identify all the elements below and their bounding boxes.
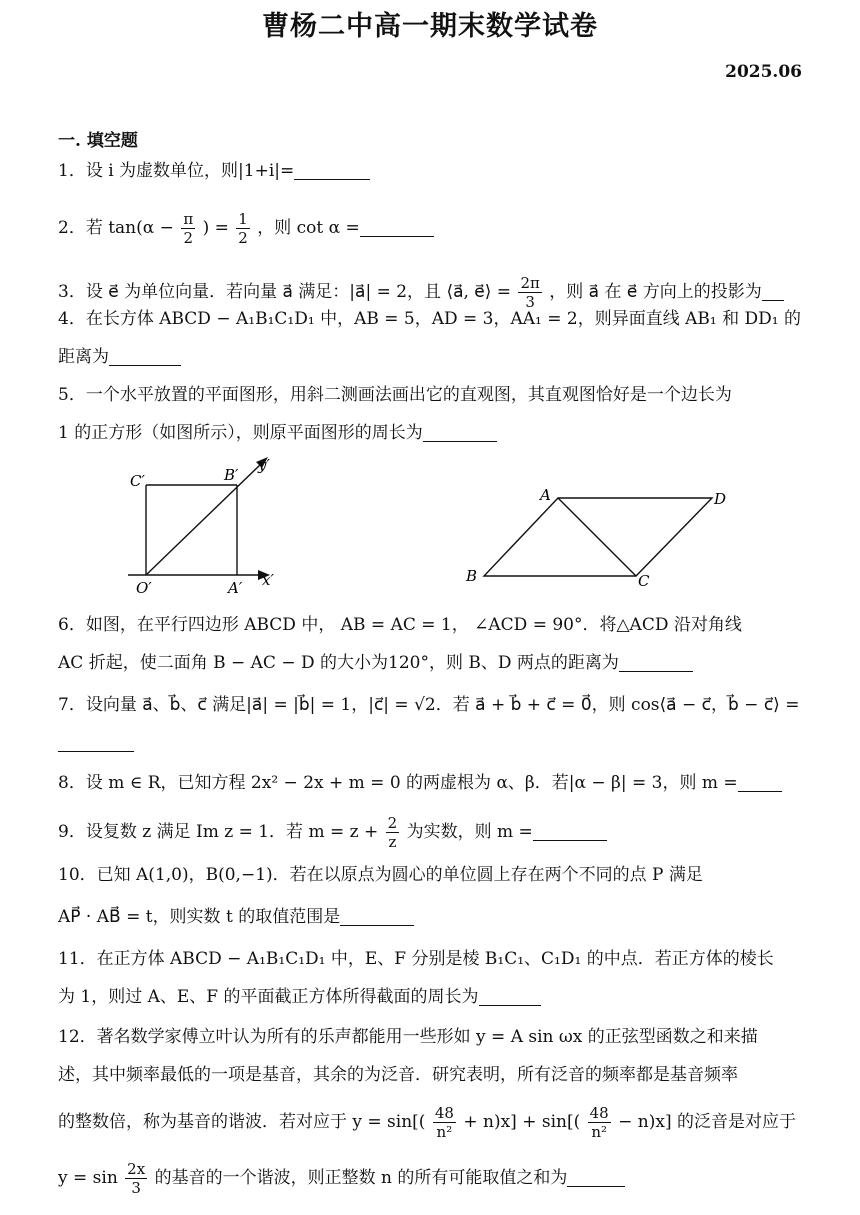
question-8 — [58, 770, 782, 796]
answer-blank — [109, 347, 181, 366]
question-9-text-a: 9．设复数 z 满足 Im z = 1．若 m = z + — [58, 822, 379, 842]
question-4-text: 距离为 — [58, 347, 109, 367]
label-b: B — [466, 567, 478, 585]
question-6-line-1: 6．如图，在平行四边形 ABCD 中， AB = AC = 1， ∠ACD = 90°．将△ACD 沿对角线 — [58, 615, 742, 635]
question-7-answer — [58, 730, 134, 756]
question-2-text-c: ，则 cot α = — [257, 218, 360, 238]
answer-blank — [360, 218, 434, 237]
label-x-prime: x′ — [262, 571, 274, 589]
question-10-line-1: 10．已知 A(1,0)，B(0,−1)．若在以原点为圆心的单位圆上存在两个不同的点 P 满足 — [58, 865, 703, 885]
question-5-line-2 — [58, 420, 497, 446]
answer-blank — [294, 161, 370, 180]
question-2-text-b: ) = — [202, 218, 229, 238]
question-9-text-b: 为实数，则 m = — [406, 822, 533, 842]
label-d: D — [714, 490, 727, 508]
fraction: $\frac{2\pi}{3}$ — [520, 274, 540, 311]
label-a-prime: A′ — [228, 579, 243, 597]
answer-blank — [340, 907, 414, 926]
question-3-text-b: ，则 a⃗ 在 e⃗ 方向上的投影为 — [549, 282, 762, 302]
question-12-line-3 — [58, 1104, 796, 1141]
question-12-line-2: 述，其中频率最低的一项是基音，其余的为泛音．研究表明，所有泛音的频率都是基音频率 — [58, 1065, 738, 1085]
answer-blank — [58, 733, 134, 752]
label-c: C — [638, 572, 650, 590]
exam-title: 曹杨二中高一期末数学试卷 — [262, 11, 598, 42]
question-10-line-2 — [58, 904, 414, 930]
answer-blank — [762, 282, 784, 301]
question-10-text: AP⃗ · AB⃗ = t，则实数 t 的取值范围是 — [58, 907, 341, 927]
answer-blank — [567, 1168, 625, 1187]
answer-blank — [533, 822, 607, 841]
figure-area — [0, 450, 860, 600]
question-12-text-e: 的基音的一个谐波，则正整数 n 的所有可能取值之和为 — [154, 1168, 568, 1188]
question-11-line-1: 11．在正方体 ABCD − A₁B₁C₁D₁ 中，E、F 分别是棱 B₁C₁、C₁D₁ 的中点．若正方体的棱长 — [58, 949, 774, 969]
fraction: $\frac{1}{2}$ — [238, 210, 248, 247]
label-y-prime: y′ — [258, 456, 270, 474]
question-4-line-2 — [58, 344, 181, 370]
question-12-text-d: y = sin — [58, 1168, 118, 1188]
oblique-square-figure — [128, 456, 274, 597]
question-12-text-c: − n)x] 的泛音是对应于 — [618, 1112, 796, 1132]
label-a: A — [540, 486, 551, 504]
fraction: $\frac{48}{\text{n²}}$ — [589, 1104, 609, 1141]
question-1 — [58, 158, 370, 184]
question-1-text: 1．设 i 为虚数单位，则|1+i|= — [58, 161, 295, 181]
question-12-text-a: 的整数倍，称为基音的谐波．若对应于 y = sin[( — [58, 1112, 426, 1132]
section-heading: 一. 填空题 — [58, 131, 138, 151]
question-11-line-2 — [58, 984, 541, 1010]
fraction: $\frac{48}{\text{n²}}$ — [434, 1104, 454, 1141]
question-12-text-b: + n)x] + sin[( — [463, 1112, 581, 1132]
fraction: $\frac{2x}{3}$ — [127, 1160, 146, 1197]
question-2-text-a: 2．若 tan(α − — [58, 218, 174, 238]
question-7: 7．设向量 a⃗、b⃗、c⃗ 满足|a⃗| = |b⃗| = 1，|c⃗| = √2．若 a⃗ + b⃗ + c⃗ = 0⃗，则 cos⟨a⃗ − c⃗，b⃗ − c⃗⟩ = — [58, 695, 800, 715]
parallelogram-figure — [465, 486, 726, 590]
fraction: $\frac{\pi}{2}$ — [183, 210, 194, 247]
label-b-prime: B′ — [224, 466, 239, 484]
question-2 — [58, 210, 434, 247]
answer-blank — [423, 423, 497, 442]
fraction: $\frac{2}{z}$ — [387, 814, 398, 851]
question-12-line-1: 12．著名数学家傅立叶认为所有的乐声都能用一些形如 y = A sin ωx 的正弦型函数之和来描 — [58, 1027, 758, 1047]
label-o-prime: O′ — [136, 579, 152, 597]
exam-date: 2025.06 — [725, 62, 802, 82]
question-11-text: 为 1，则过 A、E、F 的平面截正方体所得截面的周长为 — [58, 987, 479, 1007]
question-12-line-4 — [58, 1160, 625, 1197]
question-3-text-a: 3．设 e⃗ 为单位向量．若向量 a⃗ 满足：|a⃗| = 2，且 ⟨a⃗, e⃗⟩ = — [58, 282, 512, 302]
question-4-line-1: 4．在长方体 ABCD − A₁B₁C₁D₁ 中，AB = 5，AD = 3，AA₁ = 2，则异面直线 AB₁ 和 DD₁ 的 — [58, 309, 801, 329]
question-8-text: 8．设 m ∈ R，已知方程 2x² − 2x + m = 0 的两虚根为 α、β．若|α − β| = 3，则 m = — [58, 773, 738, 793]
question-9 — [58, 814, 607, 851]
answer-blank — [738, 773, 782, 792]
question-5-text: 1 的正方形（如图所示），则原平面图形的周长为 — [58, 423, 423, 443]
question-6-text: AC 折起，使二面角 B − AC − D 的大小为120°，则 B、D 两点的距离为 — [58, 653, 619, 673]
question-5-line-1: 5．一个水平放置的平面图形，用斜二测画法画出它的直观图，其直观图恰好是一个边长为 — [58, 385, 732, 405]
question-6-line-2 — [58, 650, 693, 676]
label-c-prime: C′ — [130, 472, 145, 490]
answer-blank — [619, 653, 693, 672]
answer-blank — [479, 987, 541, 1006]
